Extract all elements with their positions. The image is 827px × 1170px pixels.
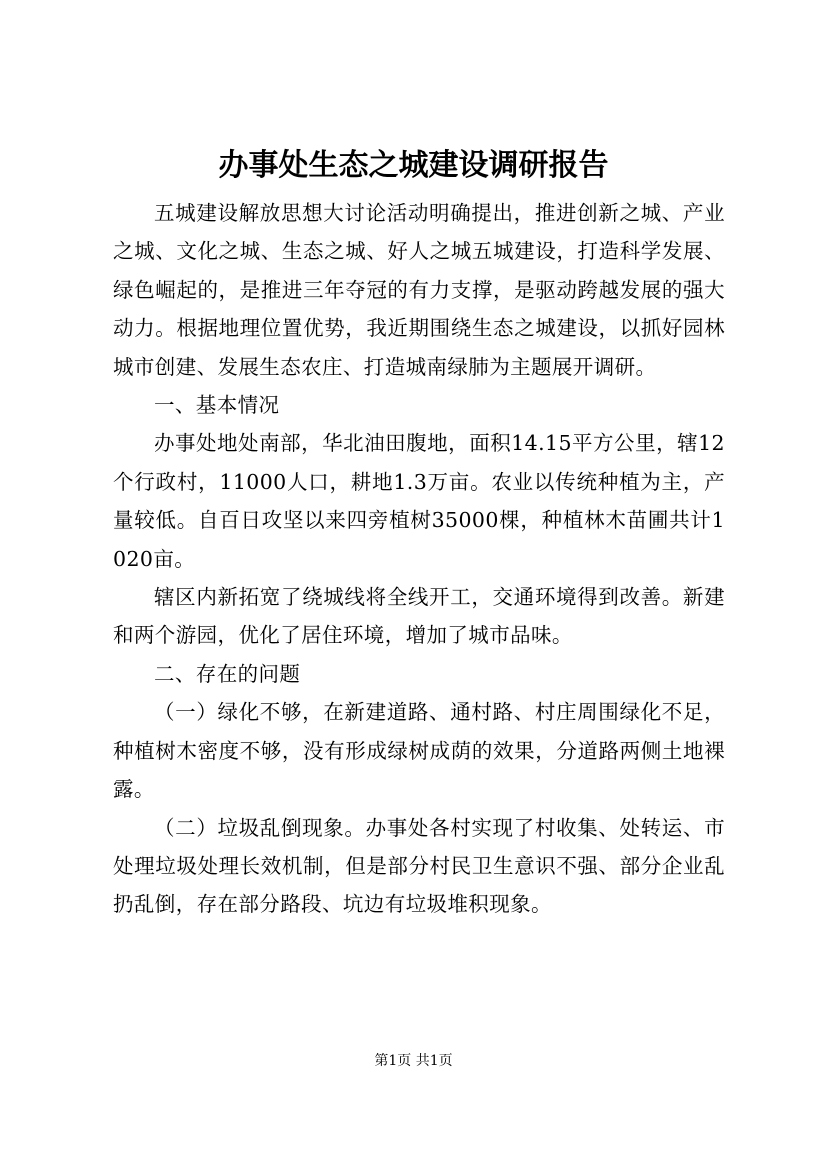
paragraph-traffic: 辖区内新拓宽了绕城线将全线开工，交通环境得到改善。新建和两个游园，优化了居住环境，增加了城市品味。	[113, 585, 725, 648]
section-heading-basic-situation: 一、基本情况	[154, 393, 280, 418]
document-title: 办事处生态之城建设调研报告	[218, 148, 609, 183]
section-heading-problems: 二、存在的问题	[154, 661, 301, 686]
paragraph-problem-greening: （一）绿化不够，在新建道路、通村路、村庄周围绿化不足，种植树木密度不够，没有形成绿树成荫的效果，分道路两侧土地裸露。	[113, 700, 725, 802]
paragraph-basic-situation: 办事处地处南部，华北油田腹地，面积14.15平方公里，辖12个行政村，11000人口，耕地1.3万亩。农业以传统种植为主，产量较低。自百日攻坚以来四旁植树35000棵，种植林木苗圃共计1020亩。	[113, 431, 725, 571]
document-body	[113, 194, 725, 924]
paragraph-intro: 五城建设解放思想大讨论活动明确提出，推进创新之城、产业之城、文化之城、生态之城、好人之城五城建设，打造科学发展、绿色崛起的，是推进三年夺冠的有力支撑，是驱动跨越发展的强大动力。根据地理位置优势，我近期围绕生态之城建设，以抓好园林城市创建、发展生态农庄、打造城南绿肺为主题展开调研。	[113, 201, 725, 379]
paragraph-problem-garbage: （二）垃圾乱倒现象。办事处各村实现了村收集、处转运、市处理垃圾处理长效机制，但是部分村民卫生意识不强、部分企业乱扔乱倒，存在部分路段、坑边有垃圾堆积现象。	[113, 815, 725, 917]
page-footer: 第1页 共1页	[374, 1053, 453, 1069]
